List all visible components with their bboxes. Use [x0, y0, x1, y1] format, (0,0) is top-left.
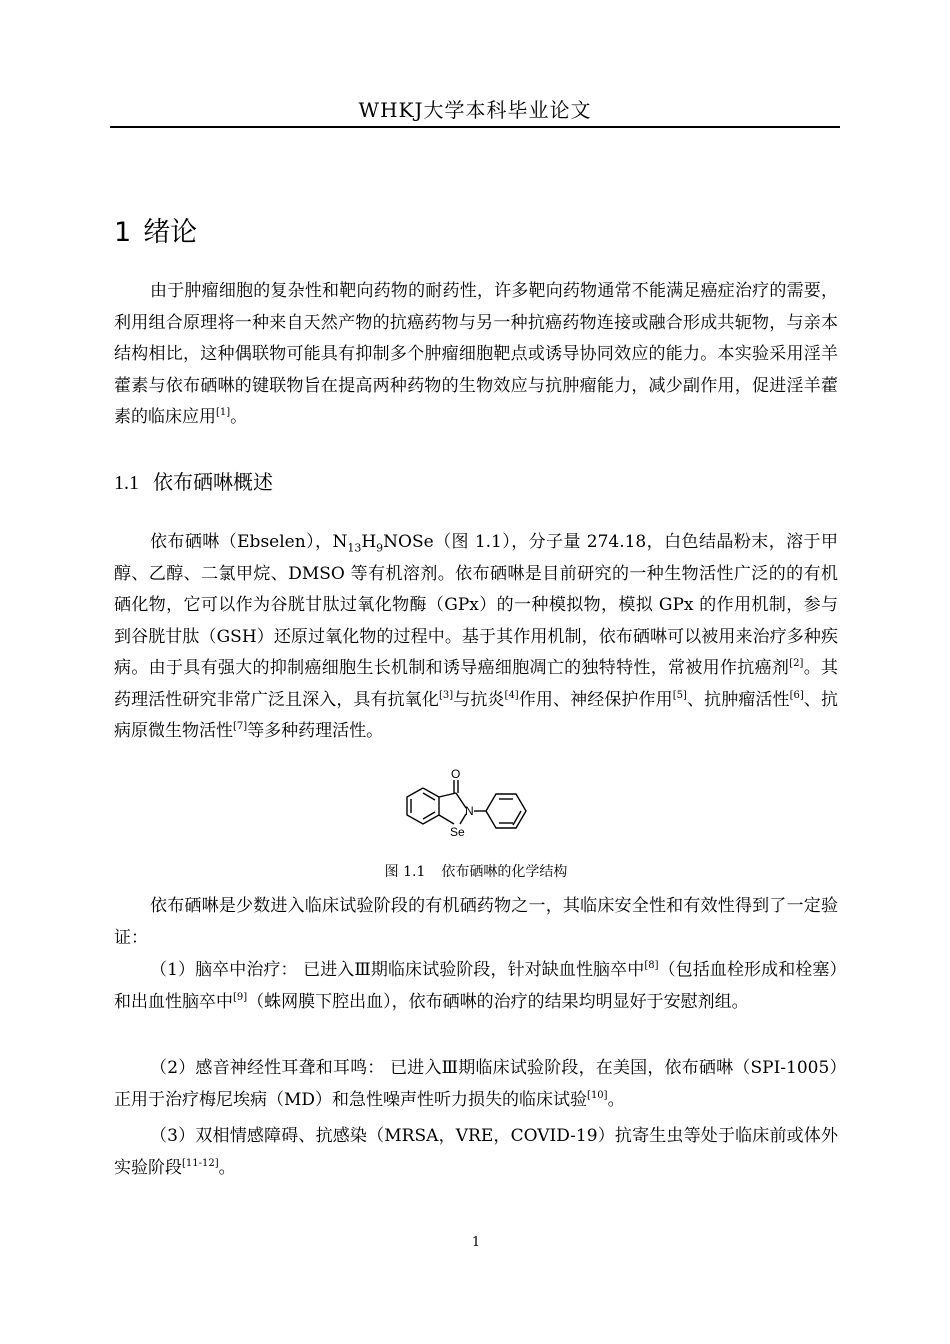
- text-run: （3）双相情感障碍、抗感染（MRSA，VRE，COVID-19）抗寄生虫等处于临床前或体外实验阶段: [114, 1126, 838, 1178]
- subsection-number: 1.1: [114, 472, 139, 494]
- citation: [8]: [644, 960, 659, 971]
- text-run: 、抗肿瘤活性: [686, 689, 790, 710]
- text-run: （2）感音神经性耳聋和耳鸣： 已进入Ⅲ期临床试验阶段，在美国，依布硒啉（SPI-1005）正用于治疗梅尼埃病（MD）和急性噪声性听力损失的临床试验: [114, 1058, 838, 1110]
- text-run: 依布硒啉是少数进入临床试验阶段的有机硒药物之一，其临床安全性和有效性得到了一定验证：: [114, 896, 838, 948]
- clinical-item-1: [114, 955, 838, 1018]
- page-number: 1: [471, 1235, 481, 1250]
- citation: [10]: [587, 1089, 608, 1101]
- clinical-item-2: [114, 1053, 838, 1116]
- text-run: 。: [218, 1157, 236, 1178]
- header-rule: [110, 126, 840, 128]
- text-run: 依布硒啉（Ebselen），N: [150, 532, 348, 552]
- text-run: 等多种药理活性。: [247, 721, 384, 741]
- citation: [3]: [438, 689, 454, 701]
- subscript: 9: [376, 541, 384, 555]
- running-header: WHKJ大学本科毕业论文: [358, 98, 592, 122]
- subsection-title: 依布硒啉概述: [153, 470, 273, 494]
- figure-caption: [114, 861, 838, 881]
- citation: [2]: [789, 658, 804, 669]
- atom-label-oxygen: O: [451, 768, 461, 781]
- text-run: 。其药理活性研究非常广泛且深入，具有抗氧化: [114, 658, 839, 710]
- text-run: 与抗炎: [453, 689, 505, 710]
- citation: [7]: [233, 721, 248, 732]
- intro-paragraph: [114, 276, 838, 434]
- citation: [4]: [504, 689, 519, 701]
- text-run: 作用、神经保护作用: [518, 689, 673, 710]
- text-run: H: [361, 532, 377, 552]
- intro-text: 由于肿瘤细胞的复杂性和靶向药物的耐药性，许多靶向药物通常不能满足癌症治疗的需要，利用组合原理将一种来自天然产物的抗癌药物与另一种抗癌药物连接或融合形成共轭物，与亲本结构相比，这种偶联物可能具有抑制多个肿瘤细胞靶点或诱导协同效应的能力。本实验采用淫羊藿素与依布硒啉的键联物旨在提高两种药物的生物效应与抗肿瘤能力，减少副作用，促进淫羊藿素的临床应用: [114, 281, 838, 427]
- citation: [1]: [216, 407, 231, 418]
- text-run: （包括血栓形成和栓塞）和出血性脑卒中: [114, 960, 838, 1012]
- text-run: 、抗病原微生物活性: [114, 689, 839, 741]
- text-run: （蛛网膜下腔出血），依布硒啉的治疗的结果均明显好于安慰剂组。: [247, 991, 749, 1012]
- intro-text-end: 。: [230, 407, 248, 427]
- clinical-item-3: [114, 1121, 838, 1184]
- section-heading-1-1: [114, 466, 273, 495]
- text-run: （1）脑卒中治疗： 已进入Ⅲ期临床试验阶段，针对缺血性脑卒中: [150, 960, 645, 980]
- section-number: 1: [114, 217, 132, 248]
- text-run: 。: [607, 1089, 625, 1110]
- citation: [6]: [789, 689, 804, 701]
- citation: [9]: [233, 991, 248, 1003]
- citation: [11-12]: [182, 1157, 219, 1169]
- caption-number: 图 1.1: [384, 864, 426, 880]
- text-run: NOSe（图 1.1），分子量 274.18，白色结晶粉末，溶于甲醇、乙醇、二氯甲烷、DMSO 等有机溶剂。依布硒啉是目前研究的一种生物活性广泛的的有机硒化物，它可以作为谷胱甘肽过氧化物酶（GPx）的一种模拟物，模拟 GPx 的作用机制，参与到谷胱甘肽（GSH）还原过氧化物的过程中。基于其作用机制，依布硒啉可以被用来治疗多种疾病。由于具有强大的抑制癌细胞生长机制和诱导癌细胞凋亡的独特特性，常被用作抗癌剂: [114, 532, 838, 678]
- clinical-intro-paragraph: [114, 891, 838, 954]
- citation: [5]: [672, 689, 687, 701]
- subscript: 13: [347, 541, 362, 555]
- section-heading-1: [114, 210, 197, 249]
- caption-text: 依布硒啉的化学结构: [441, 864, 568, 880]
- section-title: 绪论: [143, 217, 198, 248]
- ebselen-paragraph: [114, 527, 838, 748]
- atom-label-nitrogen: N: [465, 804, 474, 818]
- atom-label-selenium: Se: [450, 825, 465, 839]
- ebselen-structure: [400, 768, 550, 848]
